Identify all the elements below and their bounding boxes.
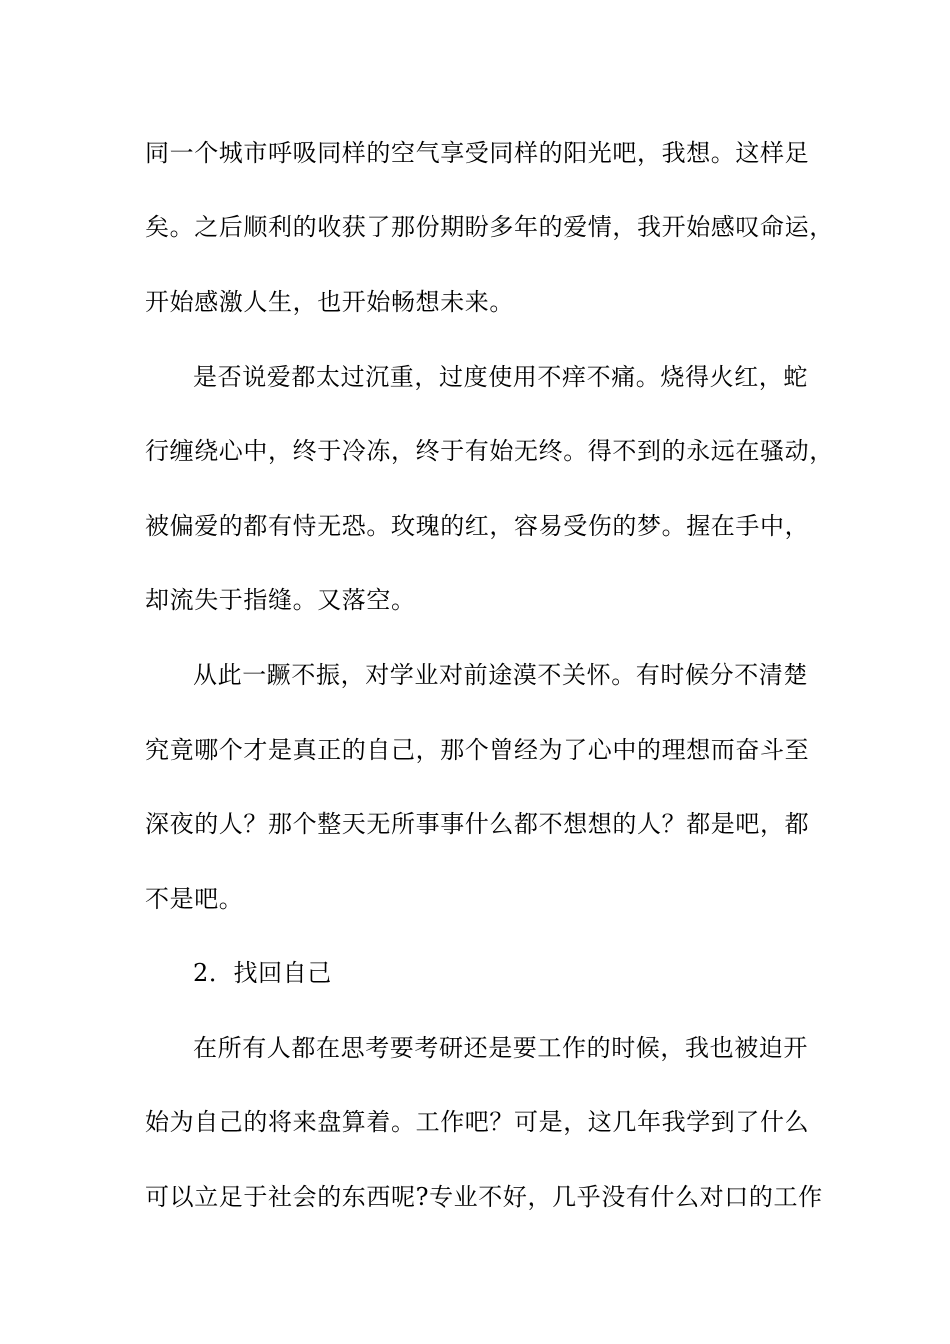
text-line: 究竟哪个才是真正的自己，那个曾经为了心中的理想而奋斗至 [145,736,810,764]
text-line: 矣。之后顺利的收获了那份期盼多年的爱情，我开始感叹命运， [145,213,834,241]
text-line: 开始感激人生，也开始畅想未来。 [145,288,514,316]
text-line: 始为自己的将来盘算着。工作吧？可是，这几年我学到了什么 [145,1108,810,1136]
text-line: 不是吧。 [145,885,244,913]
text-line: 可以立足于社会的东西呢?专业不好，几乎没有什么对口的工作 [145,1183,823,1211]
text-line: 在所有人都在思考要考研还是要工作的时候，我也被迫开 [193,1034,808,1062]
text-line: 是否说爱都太过沉重，过度使用不痒不痛。烧得火红，蛇 [193,363,808,391]
text-line: 被偏爱的都有恃无恐。玫瑰的红，容易受伤的梦。握在手中， [145,512,810,540]
text-line: 却流失于指缝。又落空。 [145,586,416,614]
text-line: 深夜的人？那个整天无所事事什么都不想想的人？都是吧，都 [145,810,810,838]
section-heading: 2．找回自己 [193,959,332,987]
text-line: 同一个城市呼吸同样的空气享受同样的阳光吧，我想。这样足 [145,139,810,167]
text-line: 行缠绕心中，终于冷冻，终于有始无终。得不到的永远在骚动， [145,437,834,465]
text-line: 从此一蹶不振，对学业对前途漠不关怀。有时候分不清楚 [193,661,808,689]
